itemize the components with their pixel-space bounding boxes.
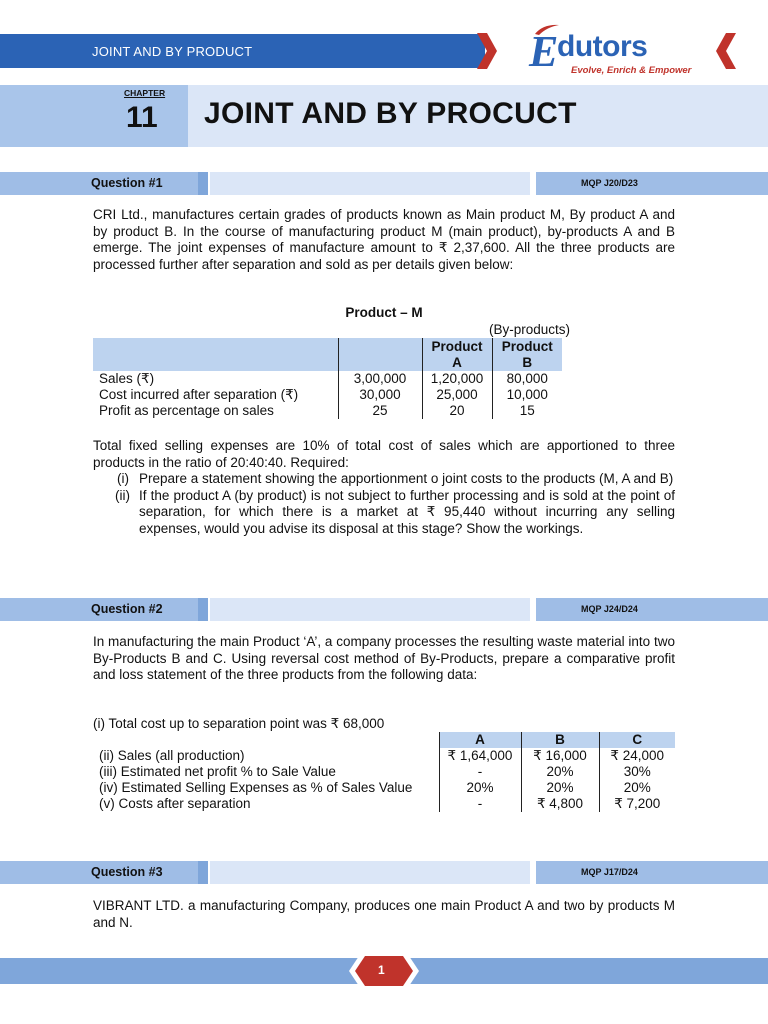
question-1-requirements [93, 438, 675, 537]
page-number: 1 [378, 963, 385, 977]
question-1-intro: CRI Ltd., manufactures certain grades of products known as Main product M, By product A and by product B. In the course of manufacturing product M (main product), by-products A and B emerge. The joint expenses of manufacture amount to ₹ 2,37,600. All the three products are processed further after separation and sold as per details given below: [93, 207, 675, 272]
question-1-ref: MQP J20/D23 [581, 178, 638, 188]
question-1-label: Question #1 [91, 176, 163, 190]
question-2-intro: In manufacturing the main Product ‘A’, a company processes the resulting waste material into two By-Products B and C. Using reversal cost method of By-Products, prepare a comparative profit and loss statement of the three products from the following data: [93, 634, 675, 682]
table-row: Profit as percentage on sales 25 20 15 [93, 403, 562, 419]
table-row: (iv) Estimated Selling Expenses as % of Sales Value 20% 20% 20% [93, 780, 675, 796]
chevron-right-icon [475, 33, 497, 69]
question-2-bar [0, 598, 768, 621]
table-row: Sales (₹) 3,00,000 1,20,000 80,000 [93, 371, 562, 387]
chapter-title: JOINT AND BY PROCUCT [204, 97, 577, 130]
question-3-intro: VIBRANT LTD. a manufacturing Company, produces one main Product A and two by products M and N. [93, 898, 675, 930]
chapter-left-band [0, 85, 110, 147]
question-1-bar [0, 172, 768, 195]
q1-byproducts-label: (By-products) [488, 322, 570, 337]
q2-line-1: (i) Total cost up to separation point was ₹ 68,000 [93, 716, 385, 731]
chevron-left-icon [716, 33, 738, 69]
table-row: (ii) Sales (all production) ₹ 1,64,000 ₹ 16,000 ₹ 24,000 [93, 748, 675, 764]
q1-col-a: Product A [422, 338, 492, 371]
table-row: Cost incurred after separation (₹) 30,000 25,000 10,000 [93, 387, 562, 403]
brand-e: E [529, 27, 559, 76]
table-row: (v) Costs after separation - ₹ 4,800 ₹ 7,200 [93, 796, 675, 812]
list-item: (i) Prepare a statement showing the apportionment o joint costs to the products (M, A and B) [117, 471, 674, 486]
question-3-label: Question #3 [91, 865, 163, 879]
brand-name: dutors [557, 30, 648, 63]
header-title: JOINT AND BY PRODUCT [92, 44, 253, 59]
question-3-ref: MQP J17/D24 [581, 867, 638, 877]
table-row: (iii) Estimated net profit % to Sale Value - 20% 30% [93, 764, 675, 780]
chapter-label: CHAPTER [124, 88, 166, 98]
q1-col-b: Product B [492, 338, 562, 371]
brand-tagline: Evolve, Enrich & Empower [571, 65, 692, 76]
question-2-label: Question #2 [91, 602, 163, 616]
question-2-ref: MQP J24/D24 [581, 604, 638, 614]
question-3-bar [0, 861, 768, 884]
q1-after-text: Total fixed selling expenses are 10% of total cost of sales which are apportioned to three products in the ratio of 20:40:40. Required: [93, 438, 675, 470]
chapter-number: 11 [126, 101, 158, 134]
q1-table [93, 338, 562, 419]
q1-table-title: Product – M [345, 305, 423, 320]
q2-table: A B C (ii) Sales (all production) ₹ 1,64,000 ₹ 16,000 ₹ 24,000 (iii) Estimated net profit % to Sale Value - 20% 30% (iv) Estimated Selling Expenses as % of Sales Value 20% 20% 20% (v) Costs after separation - ₹ 4,800 ₹ 7,200 [93, 732, 675, 812]
list-item: (ii) If the product A (by product) is not subject to further processing and is sold at the point of separation, for which there is a market at ₹ 95,440 without incurring any selling expenses, would you advise its disposal at this stage? Show the workings. [115, 487, 675, 536]
